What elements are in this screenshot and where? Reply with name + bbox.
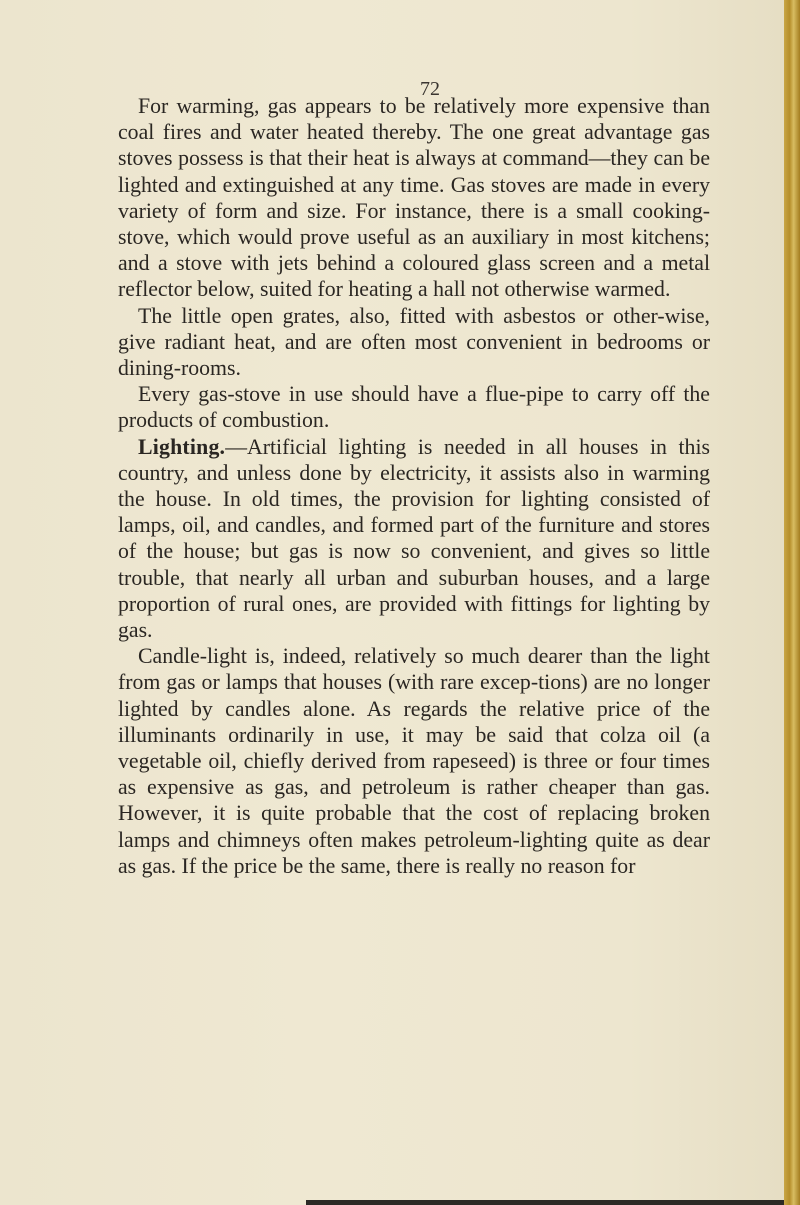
paragraph-flue-pipe — [118, 381, 710, 433]
paragraph-text: The little open grates, also, fitted with asbestos or other-wise, give radiant heat, and are often most convenient in bedrooms or dining-rooms. — [118, 303, 710, 381]
section-heading-lighting: Lighting. — [138, 434, 226, 459]
page-number: 72 — [420, 78, 440, 100]
bottom-edge-shadow — [306, 1200, 784, 1205]
paragraph-gas-warming — [118, 93, 710, 303]
paragraph-lighting — [118, 434, 710, 644]
paragraph-text: Every gas-stove in use should have a flue-pipe to carry off the products of combustion. — [118, 382, 710, 433]
paragraph-text: For warming, gas appears to be relatively more expensive than coal fires and water heated thereby. The one great advantage gas stoves possess is that their heat is always at command—they can be lighted and extinguished at any time. Gas stoves are made in every variety of form and size. For instance, there is a small cooking-stove, which would prove useful as an auxiliary in most kitchens; and a stove with jets behind a coloured glass screen and a metal reflector below, suited for heating a hall not otherwise warmed. — [118, 94, 710, 302]
paragraph-text: —Artificial lighting is needed in all houses in this country, and unless done by electricity, it assists also in warming the house. In old times, the provision for lighting consisted of lamps, oil, and candles, and formed part of the furniture and stores of the house; but gas is now so convenient, and gives so little trouble, that nearly all urban and suburban houses, and a large proportion of rural ones, are provided with fittings for lighting by gas. — [118, 434, 710, 643]
paragraph-candle-light — [118, 643, 710, 879]
body-text — [118, 93, 710, 879]
page-edge-binding — [784, 0, 800, 1205]
paragraph-text: Candle-light is, indeed, relatively so much dearer than the light from gas or lamps that houses (with rare excep-tions) are no longer lighted by candles alone. As regards the relative price of the illuminants ordinarily in use, it may be said that colza oil (a vegetable oil, chiefly derived from rapeseed) is three or four times as expensive as gas, and petroleum is rather cheaper than gas. However, it is quite probable that the cost of replacing broken lamps and chimneys often makes petroleum-lighting quite as dear as gas. If the price be the same, there is really no reason for — [118, 644, 710, 878]
paragraph-open-grates — [118, 303, 710, 382]
